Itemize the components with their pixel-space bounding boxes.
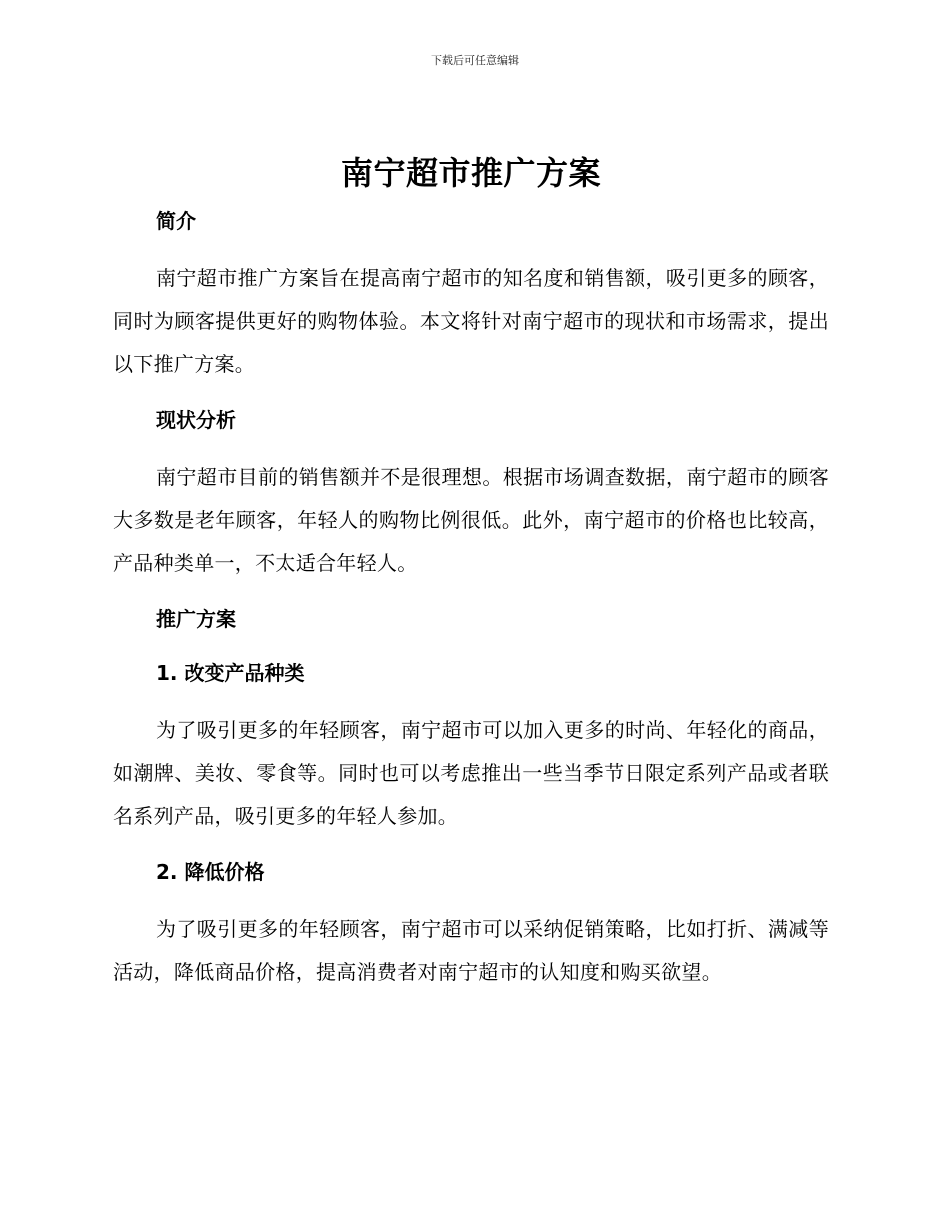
plan-item-paragraph: 为了吸引更多的年轻顾客，南宁超市可以采纳促销策略，比如打折、满减等活动，降低商品价格，提高消费者对南宁超市的认知度和购买欲望。 [113,917,829,984]
section-heading-status: 现状分析 [156,408,236,432]
section-heading-intro: 简介 [156,209,196,233]
plan-item-paragraph: 为了吸引更多的年轻顾客，南宁超市可以加入更多的时尚、年轻化的商品，如潮牌、美妆、零食等。同时也可以考虑推出一些当季节日限定系列产品或者联名系列产品，吸引更多的年轻人参加。 [113,718,829,828]
section-paragraph-intro: 南宁超市推广方案旨在提高南宁超市的知名度和销售额，吸引更多的顾客，同时为顾客提供更好的购物体验。本文将针对南宁超市的现状和市场需求，提出以下推广方案。 [113,266,829,376]
section-heading-plan: 推广方案 [156,607,236,631]
document-title: 南宁超市推广方案 [340,154,601,192]
plan-item-heading: 1. 改变产品种类 [156,661,305,685]
section-paragraph-status: 南宁超市目前的销售额并不是很理想。根据市场调查数据，南宁超市的顾客大多数是老年顾客，年轻人的购物比例很低。此外，南宁超市的价格也比较高，产品种类单一，不太适合年轻人。 [113,465,829,575]
page-header-note: 下载后可任意编辑 [431,54,519,67]
document-body [113,152,829,994]
plan-item-heading: 2. 降低价格 [156,860,265,884]
